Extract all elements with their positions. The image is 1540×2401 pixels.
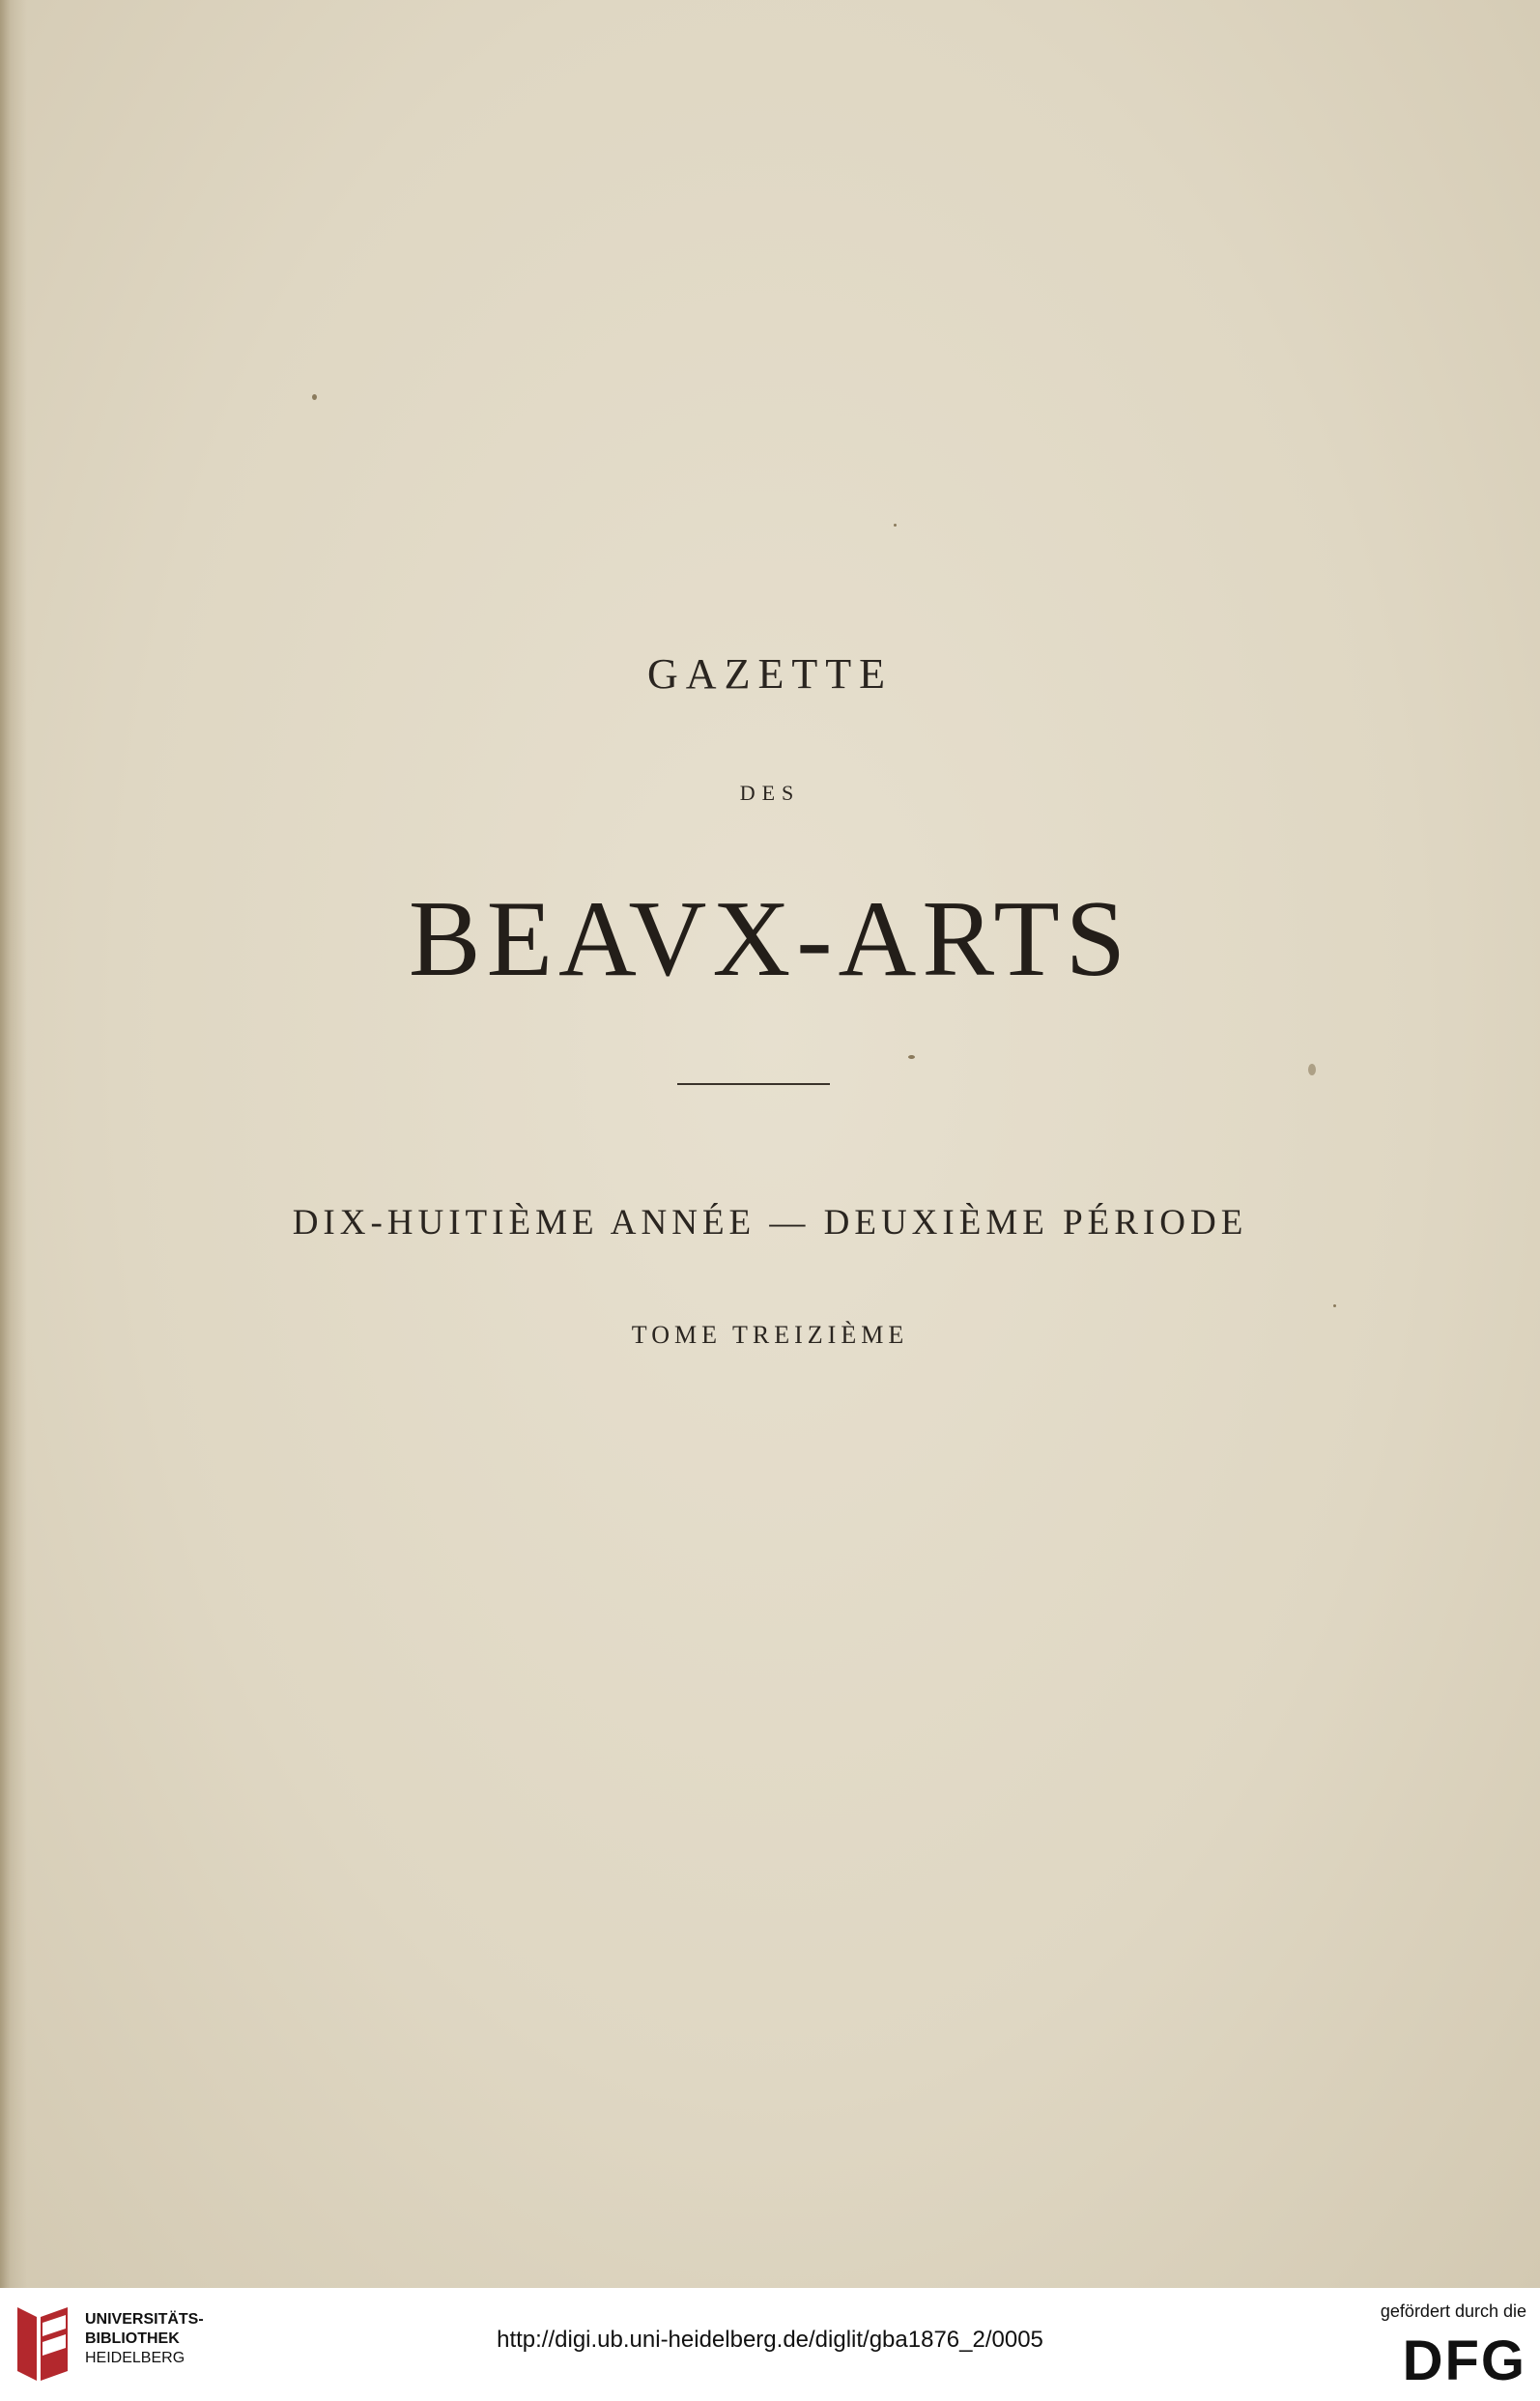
paper-speck [312, 394, 317, 400]
library-name-line2: BIBLIOTHEK [85, 2330, 180, 2347]
dfg-logo: DFG [1402, 2330, 1526, 2392]
volume-line: TOME TREIZIÈME [631, 1321, 909, 1349]
title-rule [677, 1083, 830, 1085]
paper-speck [1333, 1304, 1336, 1307]
title-beaux-arts: BEAVX-ARTS [408, 879, 1132, 999]
library-name-line1: UNIVERSITÄTS- [85, 2311, 204, 2328]
edition-line: DIX-HUITIÈME ANNÉE — DEUXIÈME PÉRIODE [292, 1203, 1248, 1243]
paper-speck [908, 1055, 915, 1059]
paper-speck [1308, 1064, 1316, 1075]
library-name-line3: HEIDELBERG [85, 2350, 185, 2366]
permalink-url[interactable]: http://digi.ub.uni-heidelberg.de/diglit/gba1876_2/0005 [497, 2327, 1043, 2353]
paper-speck [894, 524, 897, 527]
funded-by-text: gefördert durch die [1380, 2301, 1526, 2321]
spine-shadow [0, 0, 27, 2288]
footer-bar [0, 2288, 1540, 2401]
title-des: DES [739, 781, 801, 805]
title-gazette: GAZETTE [647, 650, 893, 698]
